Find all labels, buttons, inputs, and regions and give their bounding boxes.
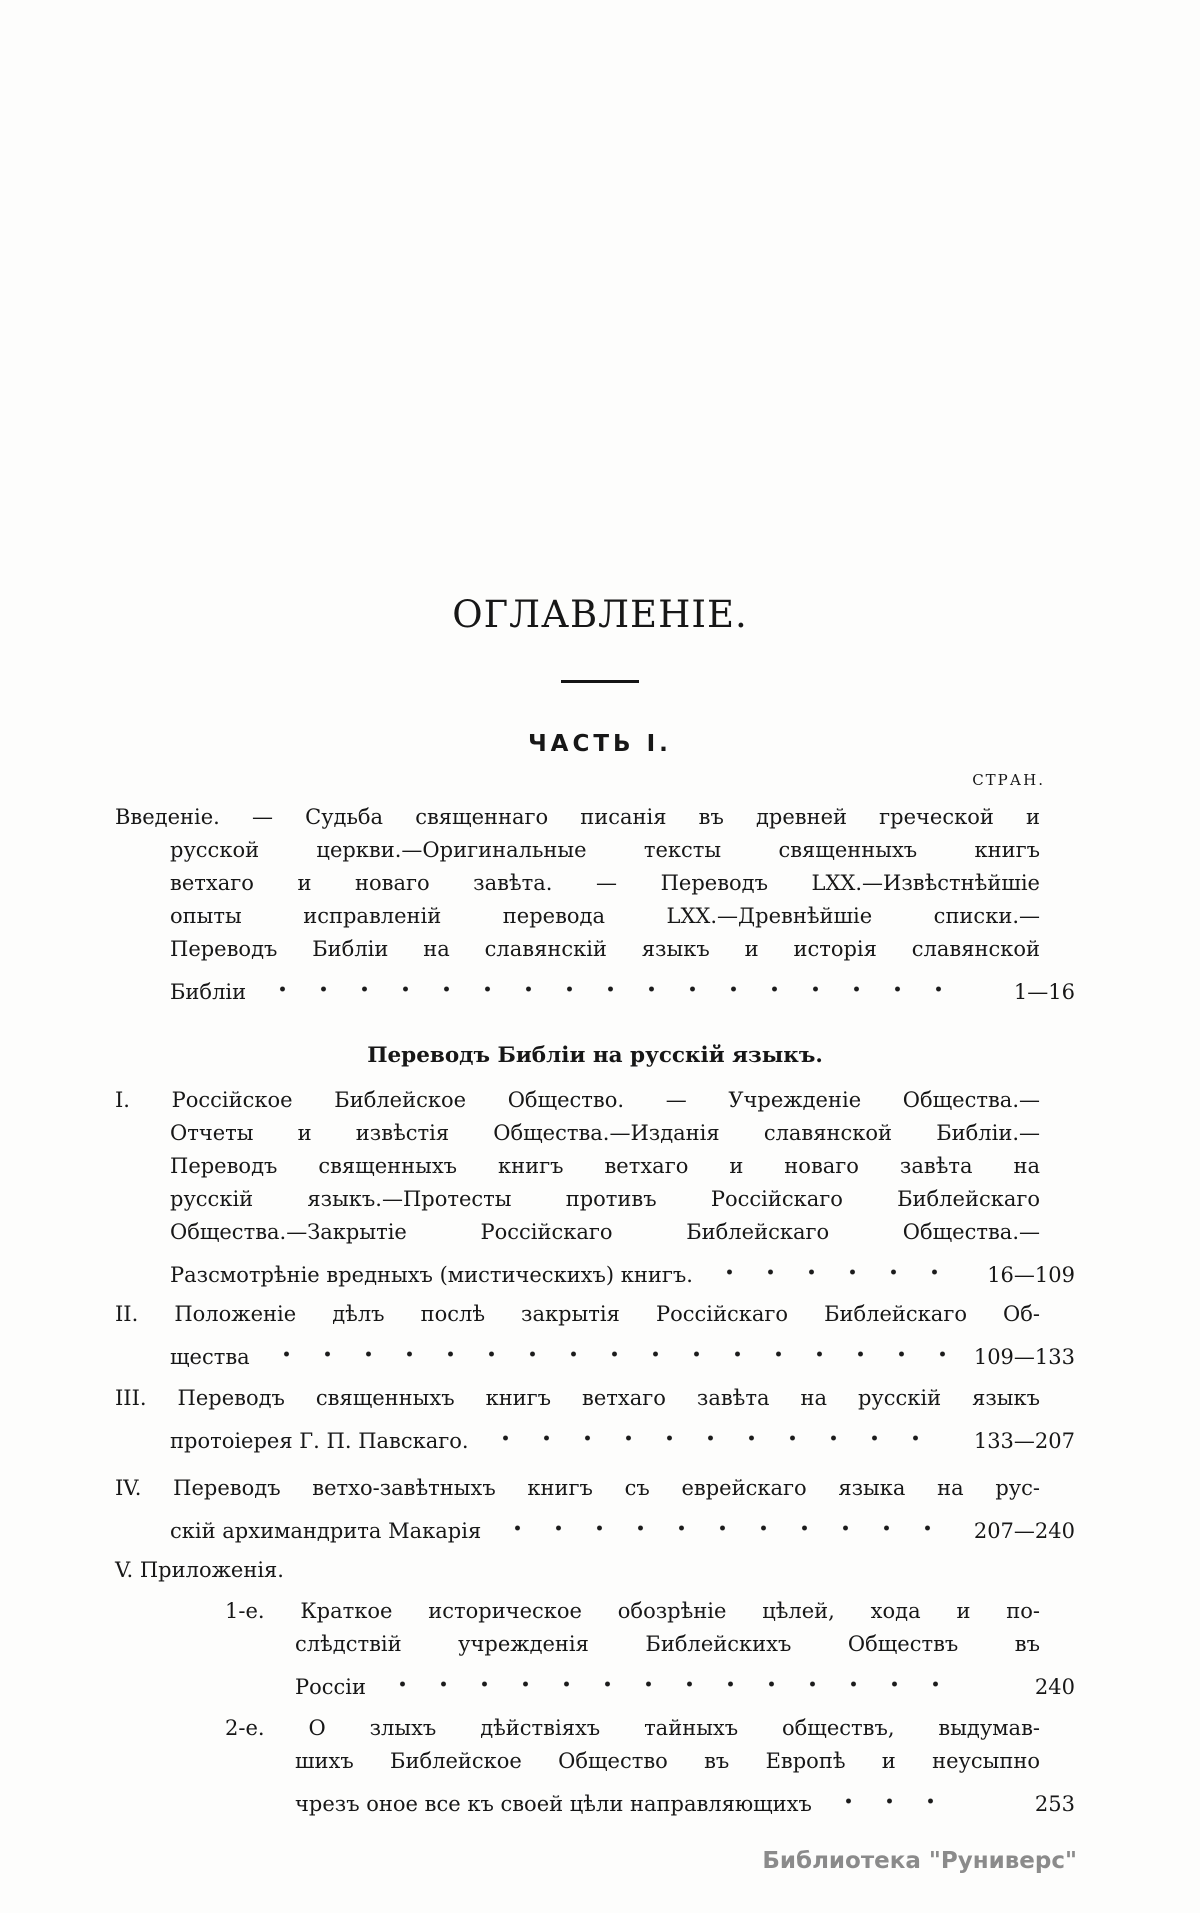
toc-line: [115, 1415, 1075, 1458]
toc-line: [115, 966, 1075, 1009]
toc-line-text: Россіи: [295, 1675, 367, 1699]
dot-leader: [246, 966, 953, 999]
toc-entry-4: [115, 1472, 1075, 1548]
dot-leader: [693, 1249, 953, 1282]
toc-line: III. Переводъ священныхъ книгъ ветхаго завѣта на русскій языкъ: [115, 1386, 1040, 1410]
toc-line: V. Приложенія.: [115, 1558, 284, 1582]
toc-line: IV. Переводъ ветхо-завѣтныхъ книгъ съ еврейскаго языка на рус-: [115, 1476, 1040, 1500]
toc-line: шихъ Библейское Общество въ Европѣ и неусыпно: [295, 1749, 1040, 1773]
toc-entry-3: [115, 1382, 1075, 1458]
toc-line: II. Положеніе дѣлъ послѣ закрытія Россійскаго Библейскаго Об-: [115, 1302, 1040, 1326]
toc-line: Переводъ Библіи на славянскій языкъ и исторія славянской: [170, 937, 1040, 961]
library-watermark: Библиотека "Руниверс": [762, 1848, 1077, 1874]
dot-leader: [481, 1505, 953, 1538]
toc-line-text: Библіи: [170, 980, 247, 1004]
toc-line-text: скій архимандрита Макарія: [170, 1519, 482, 1543]
toc-line: [115, 1249, 1075, 1292]
dot-leader: [250, 1331, 953, 1364]
toc-line-text: чрезъ оное все къ своей цѣли направляющихъ: [295, 1792, 812, 1816]
toc-line: русской церкви.—Оригинальные тексты священныхъ книгъ: [170, 838, 1040, 862]
toc-entry-5: [115, 1554, 1075, 1587]
toc-subentry-2: [115, 1712, 1075, 1821]
toc-line: слѣдствій учрежденія Библейскихъ Обществъ въ: [295, 1632, 1040, 1656]
toc-entry-1: [115, 1084, 1075, 1292]
toc-line-text: Разсмотрѣніе вредныхъ (мистическихъ) книгъ.: [170, 1263, 693, 1287]
toc-line: [115, 1778, 1075, 1821]
page-range: 207—240: [973, 1519, 1075, 1543]
toc-subentry-1: [115, 1595, 1075, 1704]
toc-line: русскій языкъ.—Протесты противъ Россійскаго Библейскаго: [170, 1187, 1040, 1211]
dot-leader: [812, 1778, 953, 1811]
toc-line: ветхаго и новаго завѣта. — Переводъ LXX.—Извѣстнѣйшіе: [170, 871, 1040, 895]
title-divider-rule: [561, 680, 639, 683]
toc-line-text: щества: [170, 1345, 250, 1369]
toc-line-text: протоіерея Г. П. Павскаго.: [170, 1429, 469, 1453]
page-range: 133—207: [973, 1429, 1075, 1453]
page-column-header: СТРАН.: [972, 771, 1045, 789]
dot-leader: [366, 1661, 953, 1694]
toc-line: 1-е. Краткое историческое обозрѣніе цѣлей, хода и по-: [225, 1599, 1040, 1623]
dot-leader: [469, 1415, 953, 1448]
part-heading: ЧАСТЬ I.: [528, 731, 672, 757]
toc-entry-introduction: [115, 801, 1075, 1009]
section-heading: Переводъ Библіи на русскій языкъ.: [367, 1043, 823, 1068]
page-range: 109—133: [973, 1345, 1075, 1369]
toc-line: опыты исправленій перевода LXX.—Древнѣйшіе списки.—: [170, 904, 1040, 928]
toc-line: I. Россійское Библейское Общество. — Учрежденіе Общества.—: [115, 1088, 1040, 1112]
page-range: 16—109: [987, 1263, 1075, 1287]
table-of-contents: [115, 801, 1075, 1821]
page-title: ОГЛАВЛЕНІЕ.: [452, 593, 748, 636]
toc-line: 2-е. О злыхъ дѣйствіяхъ тайныхъ обществъ, выдумав-: [225, 1716, 1040, 1740]
toc-line: [115, 1331, 1075, 1374]
page-range: 1—16: [1013, 980, 1075, 1004]
toc-line: [115, 1661, 1075, 1704]
toc-line: [115, 1505, 1075, 1548]
toc-line: Отчеты и извѣстія Общества.—Изданія славянской Библіи.—: [170, 1121, 1040, 1145]
toc-entry-2: [115, 1298, 1075, 1374]
page-number: 240: [1034, 1675, 1075, 1699]
page-number: 253: [1034, 1792, 1075, 1816]
toc-line: Общества.—Закрытіе Россійскаго Библейскаго Общества.—: [170, 1220, 1040, 1244]
toc-line: Введеніе. — Судьба священнаго писанія въ древней греческой и: [115, 805, 1040, 829]
toc-line: Переводъ священныхъ книгъ ветхаго и новаго завѣта на: [170, 1154, 1040, 1178]
